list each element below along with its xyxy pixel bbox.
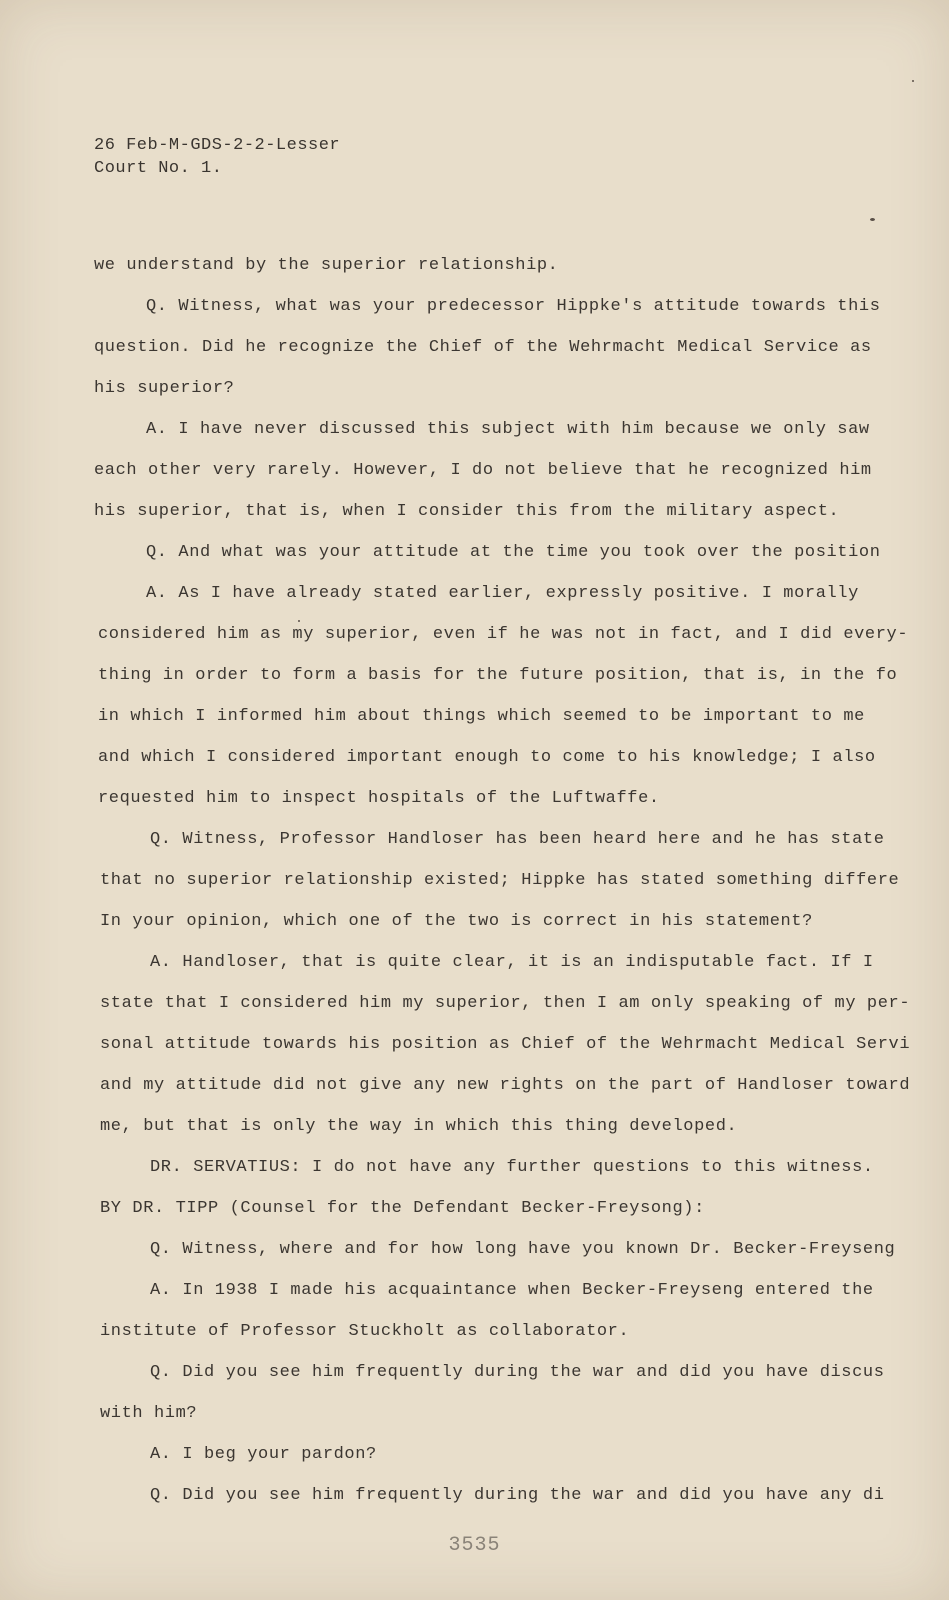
document-header bbox=[94, 134, 340, 180]
text-line: and which I considered important enough to come to his knowledge; I also bbox=[98, 748, 876, 767]
text-line: his superior? bbox=[94, 379, 235, 398]
header-line-2: Court No. 1. bbox=[94, 159, 223, 178]
text-line: and my attitude did not give any new rights on the part of Handloser toward bbox=[100, 1076, 911, 1095]
paper-speck bbox=[298, 620, 300, 622]
text-line: A. In 1938 I made his acquaintance when Becker-Freyseng entered the bbox=[150, 1281, 874, 1300]
text-line: question. Did he recognize the Chief of the Wehrmacht Medical Service as bbox=[94, 338, 872, 357]
text-line: with him? bbox=[100, 1404, 198, 1423]
page-number: 3535 bbox=[448, 1534, 501, 1557]
text-line: sonal attitude towards his position as Chief of the Wehrmacht Medical Servi bbox=[100, 1035, 911, 1054]
text-line: that no superior relationship existed; Hippke has stated something differe bbox=[100, 871, 900, 890]
paper-speck bbox=[870, 218, 875, 221]
text-line: Q. Did you see him frequently during the war and did you have any di bbox=[150, 1486, 885, 1505]
text-line: DR. SERVATIUS: I do not have any further questions to this witness. bbox=[150, 1158, 874, 1177]
text-line: Q. Did you see him frequently during the war and did you have discus bbox=[150, 1363, 885, 1382]
text-line: BY DR. TIPP (Counsel for the Defendant Becker-Freysong): bbox=[100, 1199, 705, 1218]
text-line: A. Handloser, that is quite clear, it is an indisputable fact. If I bbox=[150, 953, 874, 972]
text-line: state that I considered him my superior, then I am only speaking of my per- bbox=[100, 994, 911, 1013]
text-line: me, but that is only the way in which this thing developed. bbox=[100, 1117, 738, 1136]
paper-speck bbox=[912, 80, 914, 82]
text-line: Q. Witness, what was your predecessor Hippke's attitude towards this bbox=[146, 297, 881, 316]
text-line: each other very rarely. However, I do not believe that he recognized him bbox=[94, 461, 872, 480]
text-line: considered him as my superior, even if he was not in fact, and I did every- bbox=[98, 625, 909, 644]
text-line: requested him to inspect hospitals of the Luftwaffe. bbox=[98, 789, 660, 808]
text-line: his superior, that is, when I consider this from the military aspect. bbox=[94, 502, 840, 521]
text-line: Q. Witness, where and for how long have you known Dr. Becker-Freyseng bbox=[150, 1240, 896, 1259]
text-line: Q. And what was your attitude at the time you took over the position bbox=[146, 543, 881, 562]
text-line: A. As I have already stated earlier, expressly positive. I morally bbox=[146, 584, 859, 603]
text-line: A. I have never discussed this subject with him because we only saw bbox=[146, 420, 870, 439]
text-line: In your opinion, which one of the two is correct in his statement? bbox=[100, 912, 813, 931]
text-line: A. I beg your pardon? bbox=[150, 1445, 377, 1464]
header-line-1: 26 Feb-M-GDS-2-2-Lesser bbox=[94, 136, 341, 155]
text-line: in which I informed him about things which seemed to be important to me bbox=[98, 707, 865, 726]
text-line: Q. Witness, Professor Handloser has been heard here and he has state bbox=[150, 830, 885, 849]
text-line: thing in order to form a basis for the future position, that is, in the fo bbox=[98, 666, 898, 685]
text-line: institute of Professor Stuckholt as collaborator. bbox=[100, 1322, 630, 1341]
text-line: we understand by the superior relationship. bbox=[94, 256, 559, 275]
